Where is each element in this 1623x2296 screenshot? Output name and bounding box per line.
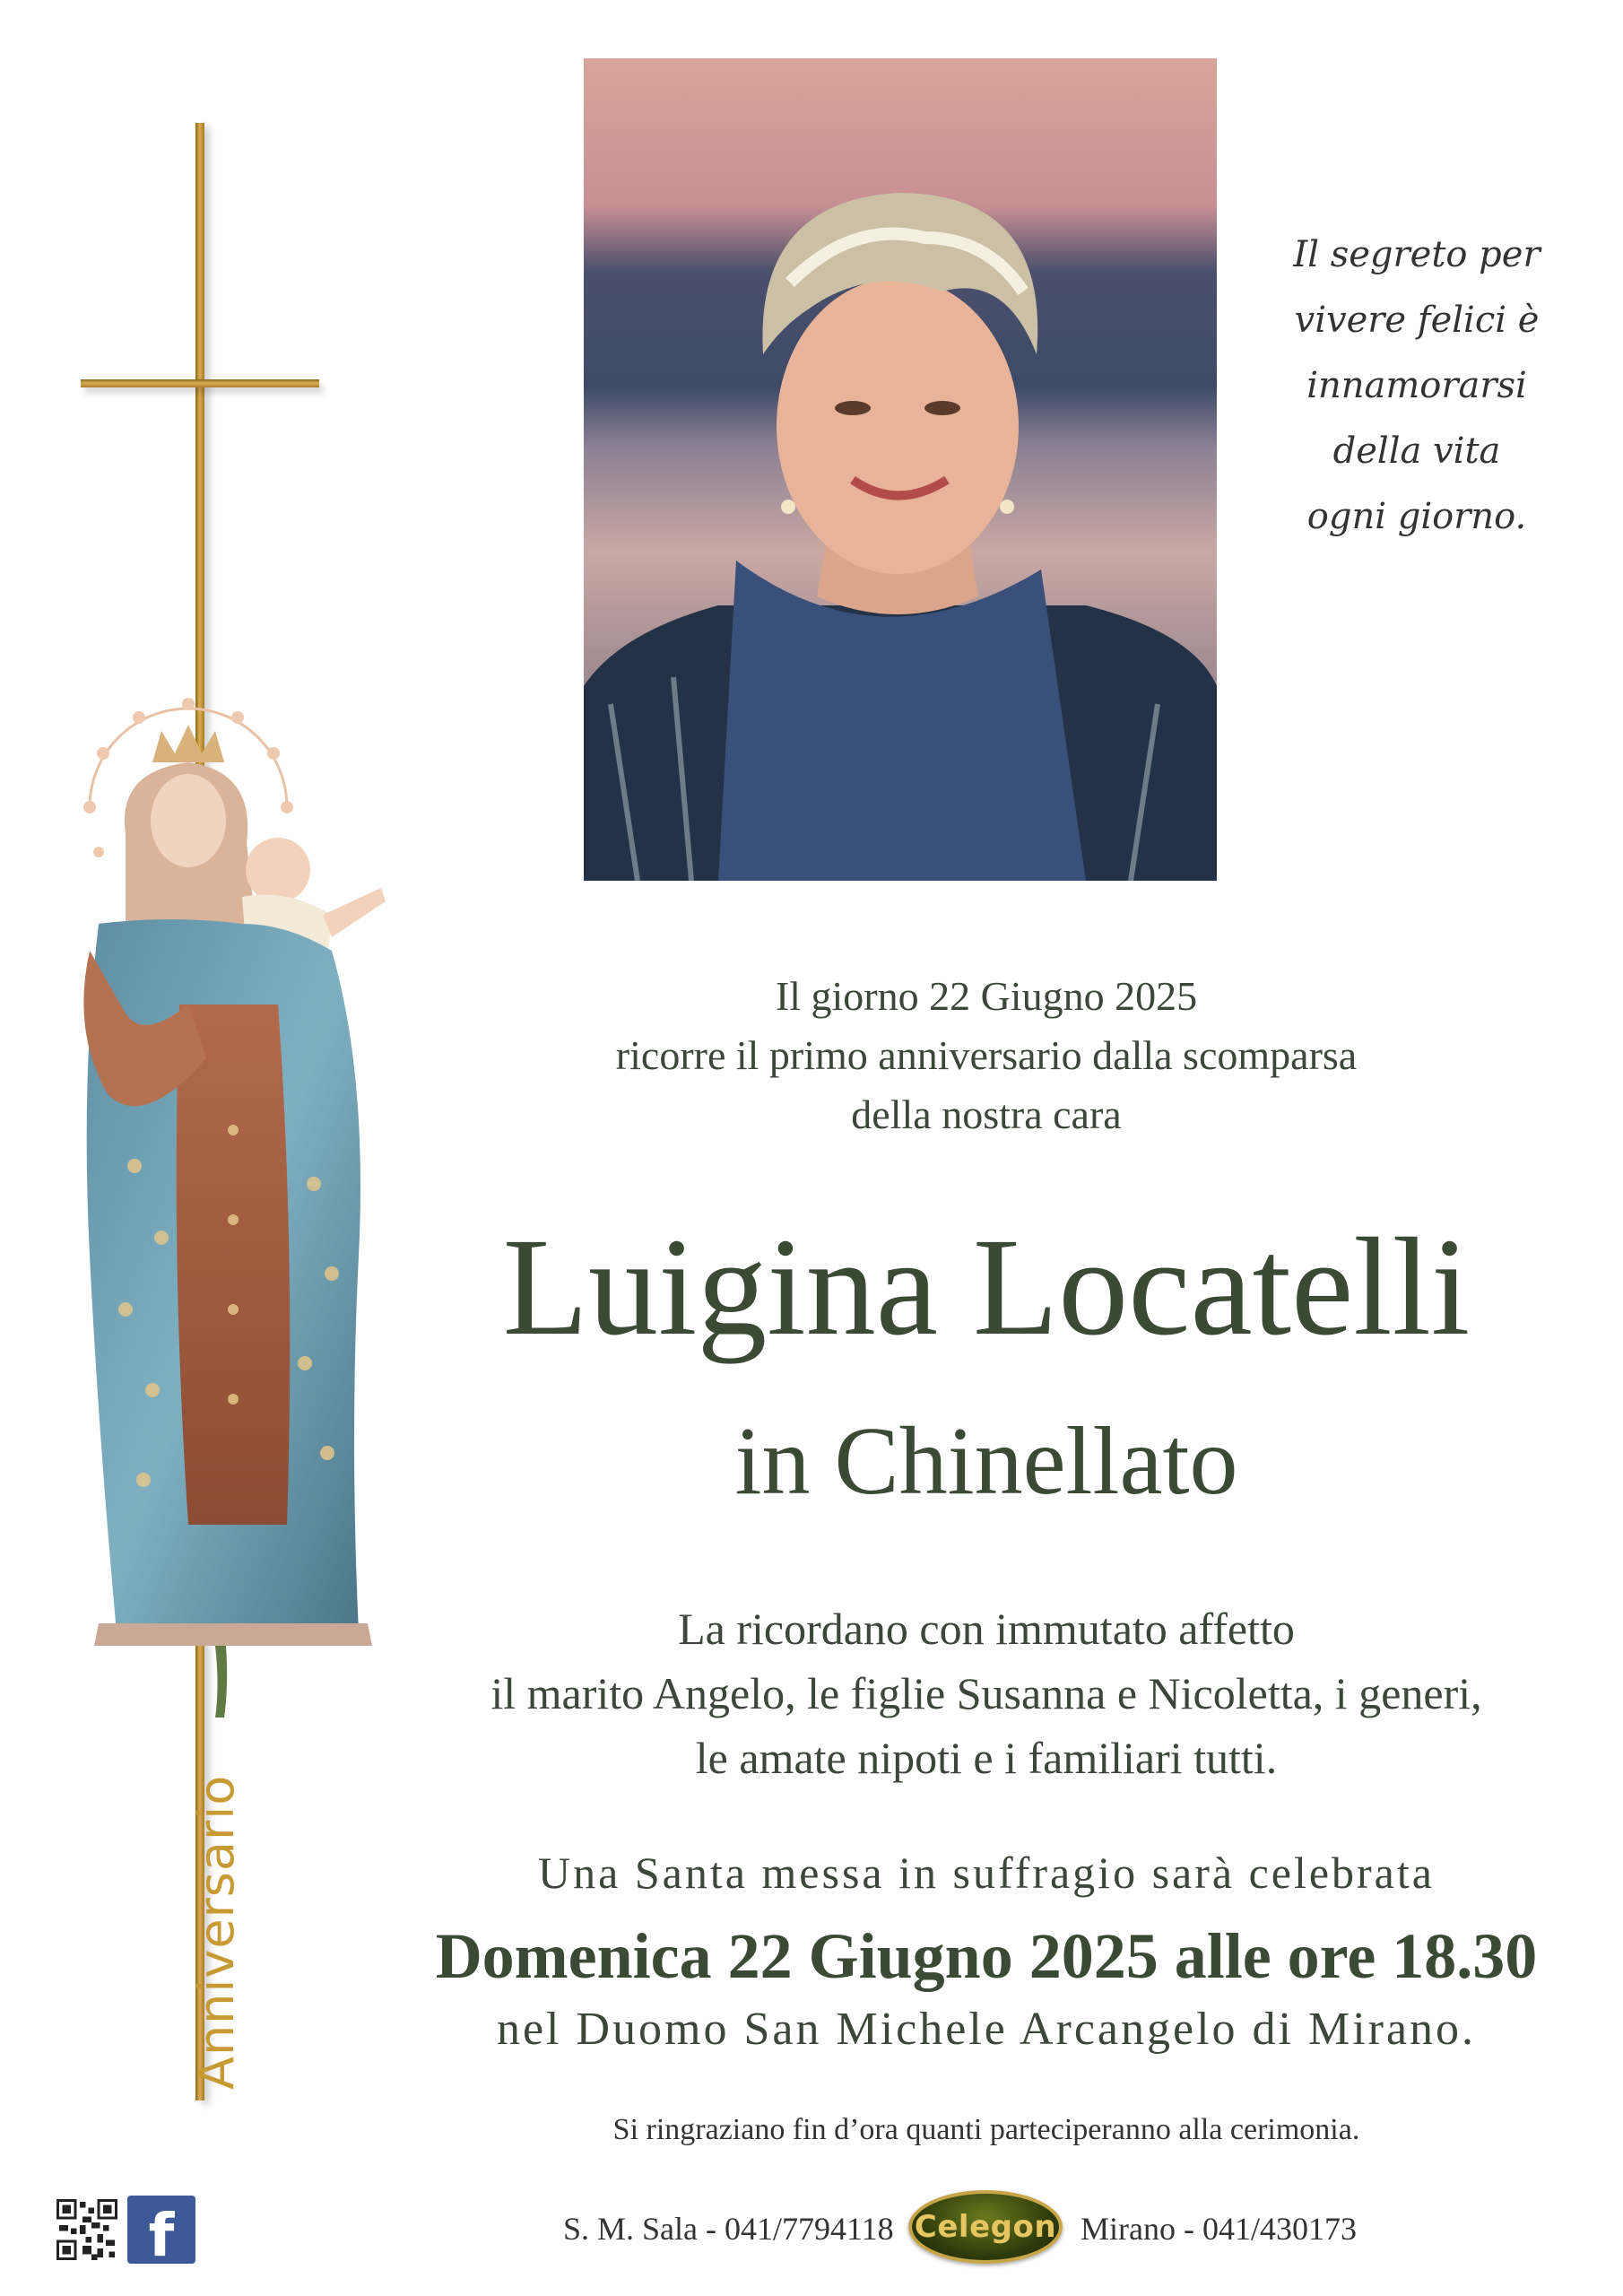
footer: [0, 2179, 1623, 2278]
deceased-name: Luigina Locatelli: [502, 1209, 1471, 1364]
mass-date-time: Domenica 22 Giugno 2025 alle ore 18.30: [435, 1920, 1538, 1992]
portrait-photo: [584, 58, 1217, 881]
celegon-logo: [908, 2190, 1063, 2264]
quote-line: Il segreto per: [1293, 234, 1541, 275]
cross-bar: [81, 379, 319, 387]
remembrance-line: il marito Angelo, le figlie Susanna e Nicoletta, i generi,: [490, 1668, 1482, 1718]
remembrance-text: [386, 1596, 1587, 1790]
quote-line: della vita: [1332, 430, 1501, 472]
mass-intro: Una Santa messa in suffragio sarà celebrata: [538, 1848, 1435, 1898]
remembrance-line: le amate nipoti e i familiari tutti.: [695, 1733, 1278, 1783]
intro-line: Il giorno 22 Giugno 2025: [775, 973, 1198, 1019]
qr-code-icon[interactable]: [56, 2199, 117, 2260]
remembrance-line: La ricordano con immutato affetto: [678, 1604, 1295, 1654]
contact-mirano: Mirano - 041/430173: [1081, 2211, 1357, 2247]
intro-line: della nostra cara: [851, 1091, 1122, 1137]
anniversary-intro: [386, 967, 1587, 1144]
quote: [1264, 222, 1569, 550]
quote-line: vivere felici è: [1294, 300, 1540, 341]
madonna-statue-icon: [63, 628, 430, 1731]
quote-line: innamorarsi: [1306, 365, 1527, 406]
intro-line: ricorre il primo anniversario dalla scomparsa: [615, 1032, 1358, 1078]
logo-text: Celegon: [914, 2209, 1057, 2245]
deceased-married-name: in Chinellato: [734, 1408, 1238, 1515]
quote-line: ogni giorno.: [1306, 496, 1527, 537]
contact-sala: S. M. Sala - 041/7794118: [563, 2211, 894, 2247]
anniversario-label: Anniversario: [188, 1774, 245, 2090]
mass-place: nel Duomo San Michele Arcangelo di Mirano.: [496, 2004, 1477, 2055]
thanks-text: Si ringraziano fin d’ora quanti parteciperanno alla cerimonia.: [612, 2113, 1360, 2146]
facebook-icon[interactable]: f: [127, 2196, 195, 2264]
